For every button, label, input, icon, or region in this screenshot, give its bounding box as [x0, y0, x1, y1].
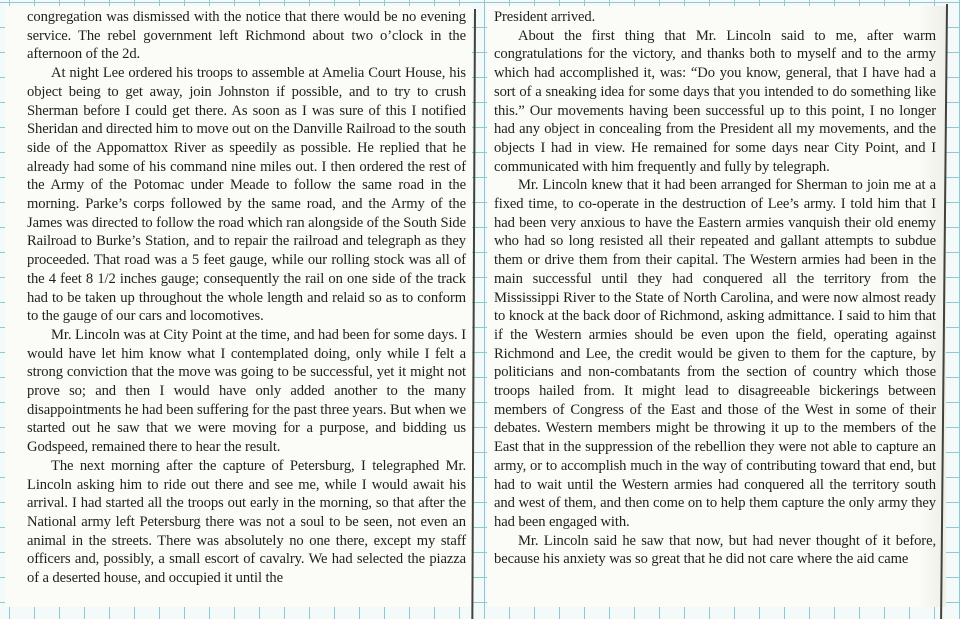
paragraph: Mr. Lincoln knew that it had been arranged for Sherman to join me at a fixed time, to co-operate in the destruction of Lee’s army. I told him that I had been very anxious to have the Eastern armies vanquish their old enemy who had so long resisted all their repeated and gallant attempts to subdue them or drive them from their capital. The Western armies had been in the main successful until they had conquered all the territory from the Mississippi River to the State of North Carolina, and were now almost ready to knock at the back door of Richmond, asking admittance. I said to him that if the Western armies should be even upon the field, operating against Richmond and Lee, the credit would be given to them for the capture, by politicians and non-combatants from the section of country which those troops hailed from. It might lead to disagreeable bickerings between members of Congress of the East and those of the West in some of their debates. Western members might be throwing it up to the members of the East that in the suppression of the rebellion they were not able to capture an army, or to accomplish much in the way of contributing toward that end, but had to wait until the Western armies had conquered all the territory south and west of them, and then come on to help them capture the only army they had been engaged with. — [494, 177, 936, 530]
paragraph: Mr. Lincoln was at City Point at the time, and had been for some days. I would have let him know what I contemplated doing, only while I felt a strong conviction that the move was going to be successful, yet it might not prove so; and then I would have only added another to the many disappointments he had been suffering for the past three years. But when we started out he saw that we were moving for a purpose, and bidding us Godspeed, remained there to hear the result. — [27, 326, 466, 456]
paragraph: Mr. Lincoln said he saw that now, but had never thought of it before, because his anxiety was so great that he did not care where the aid came — [494, 532, 936, 568]
left-page — [5, 6, 472, 607]
paragraph: The next morning after the capture of Petersburg, I telegraphed Mr. Lincoln asking him to ride out there and see me, while I would await his arrival. I had started all the troops out early in the morning, so that after the National army left Petersburg there was not a soul to be seen, not even an animal in the streets. There was absolutely no one there, except my staff officers and, possibly, a small escort of cavalry. We had selected the piazza of a deserted house, and occupied it until the — [27, 457, 466, 587]
paragraph: About the first thing that Mr. Lincoln said to me, after warm congratulations for the victory, and thanks both to myself and to the army which had accomplished it, was: “Do you know, general, that I have had a sort of a sneaking idea for some days that you intended to do something like this.” Our movements having been successful up to this point, I no longer had any object in concealing from the President all my movements, and the objects I had in view. He remained for some days near City Point, and I communicated with him frequently and fully by telegraph. — [494, 27, 936, 175]
right-page — [487, 6, 946, 607]
left-text-column — [5, 6, 472, 588]
paragraph: President arrived. — [494, 9, 596, 25]
paragraph: congregation was dismissed with the notice that there would be no evening service. The rebel government left Richmond about two o’clock in the afternoon of the 2d. — [27, 9, 466, 63]
right-text-column — [487, 6, 946, 569]
paragraph: At night Lee ordered his troops to assemble at Amelia Court House, his object being to get away, join Johnston if possible, and to try to crush Sherman before I could get there. As soon as I was sure of this I notified Sheridan and directed him to move out on the Danville Railroad to the south side of the Appomattox River as speedily as possible. He replied that he already had some of his command nine miles out. I then ordered the rest of the Army of the Potomac under Meade to follow the same road in the morning. Parke’s corps followed by the same road, and the Army of the James was directed to follow the road which ran alongside of the South Side Railroad to Burke’s Station, and to repair the railroad and telegraph as they proceeded. That road was a 5 feet gauge, while our rolling stock was all of the 4 feet 8 1/2 inches gauge; consequently the rail on one side of the track had to be taken up throughout the whole length and relaid so as to conform to the gauge of our cars and locomotives. — [27, 65, 466, 325]
